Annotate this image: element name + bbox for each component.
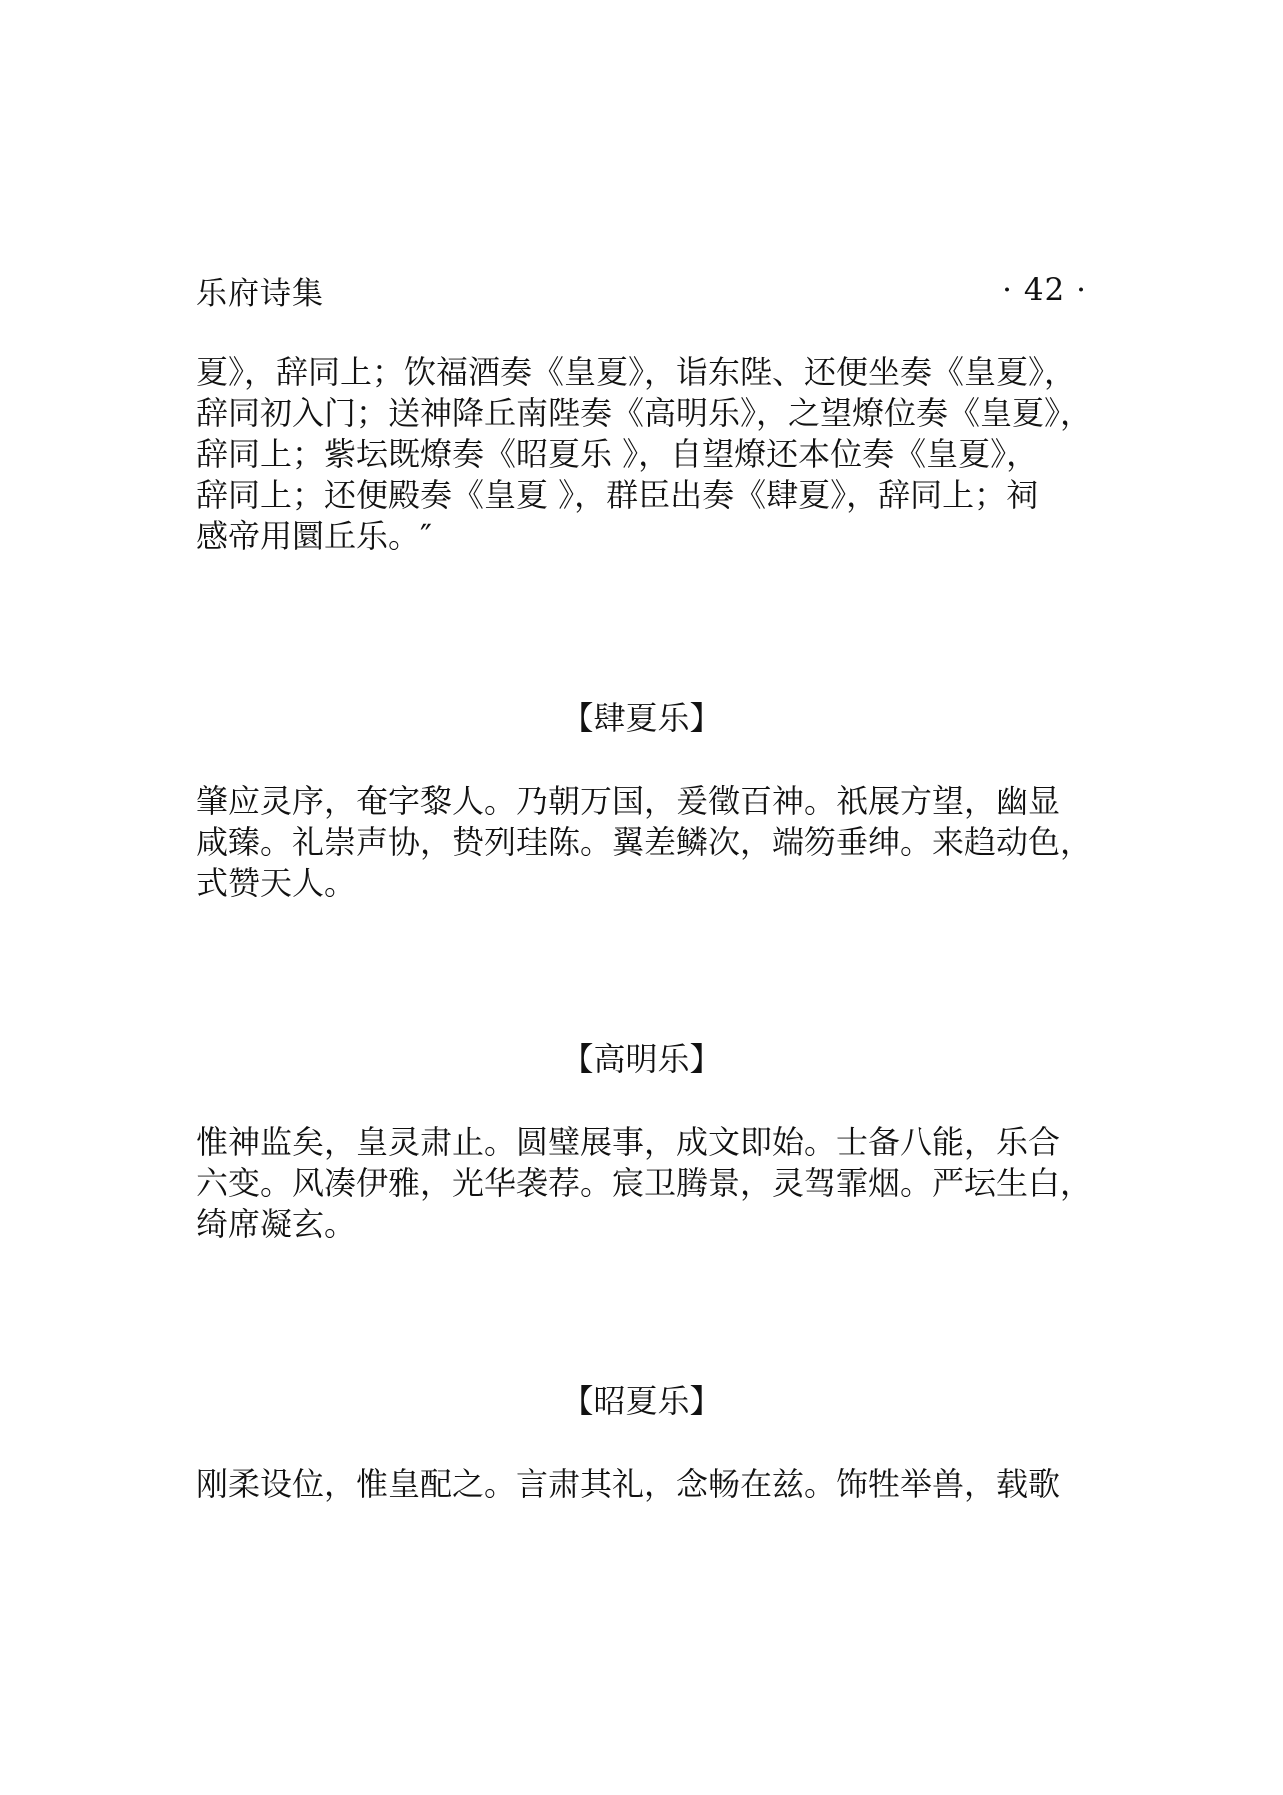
section-body-block-gaoming (196, 1122, 1096, 1245)
page-number: · 42 · (1002, 272, 1087, 308)
section-title-zhaoxia: 【昭夏乐】 (561, 1382, 722, 1420)
section-body-gaoming: 惟神监矣，皇灵肃止。圆璧展事，成文即始。士备八能，乐合 六变。风凑伊雅，光华袭荐。宸卫腾景，灵驾霏烟。严坛生白， 绮席凝玄。 (196, 1123, 1093, 1243)
section-body-zhaoxia: 刚柔设位，惟皇配之。言肃其礼，念畅在兹。饰牲举兽，载歌 (196, 1465, 1061, 1503)
section-title-sixia: 【肆夏乐】 (561, 699, 722, 737)
section-body-block-zhaoxia (196, 1464, 1096, 1505)
section-body-sixia: 肇应灵序，奄字黎人。乃朝万国，爰徵百神。祇展方望，幽显 咸臻。礼崇声协，贽列珪陈。翼差鳞次，端笏垂绅。来趋动色， 式赞天人。 (196, 782, 1093, 902)
book-title: 乐府诗集 (196, 275, 324, 312)
intro-paragraph-block (196, 352, 1096, 557)
section-title-gaoming: 【高明乐】 (561, 1040, 722, 1078)
section-body-block-sixia (196, 781, 1096, 904)
intro-paragraph: 夏》，辞同上；饮福酒奏《皇夏》，诣东陛、还便坐奏《皇夏》， 辞同初入门；送神降丘南陛奏《高明乐》，之望燎位奏《皇夏》， 辞同上；紫坛既燎奏《昭夏乐 》，自望燎还本位奏《皇夏》， 辞同上；还便殿奏《皇夏 》，群臣出奏《肆夏》，辞同上；祠 感帝用圜丘乐。″ (196, 353, 1093, 555)
page-header (196, 268, 1087, 312)
